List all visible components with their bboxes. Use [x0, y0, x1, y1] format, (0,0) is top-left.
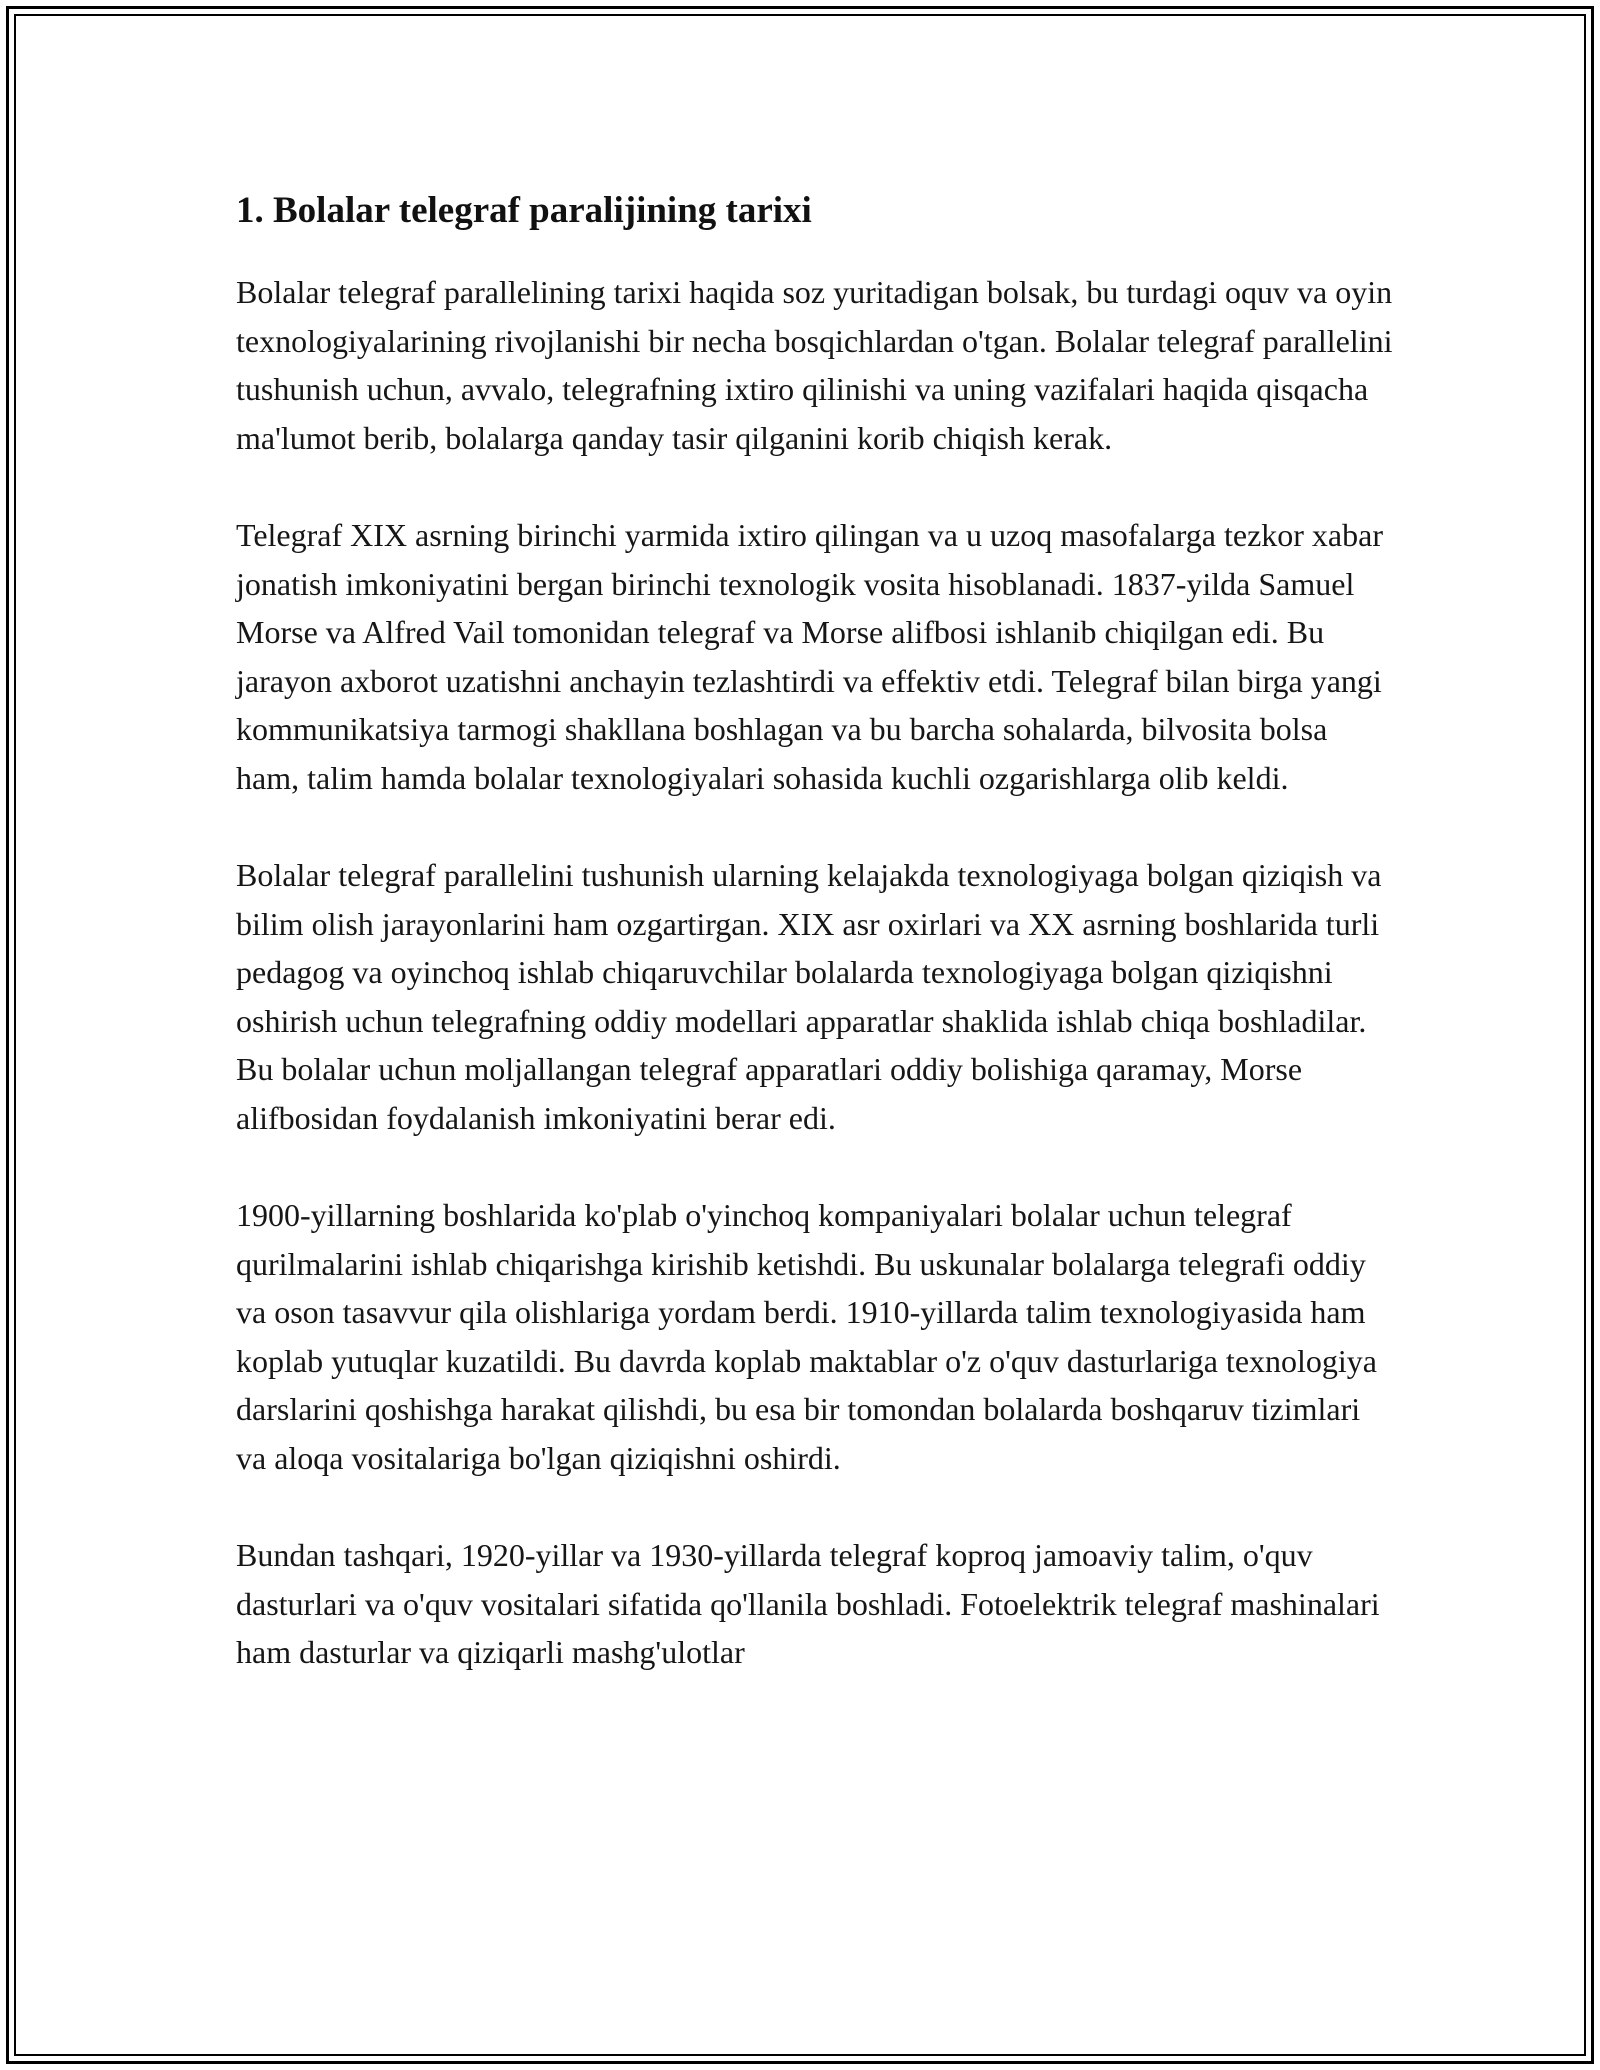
paragraph-1: Bolalar telegraf parallelining tarixi haqida soz yuritadigan bolsak, bu turdagi oquv va oyin texnologiyalarining rivojlanishi bir necha bosqichlardan o'tgan. Bolalar telegraf parallelini tushunish uchun, avvalo, telegrafning ixtiro qilinishi va uning vazifalari haqida qisqacha ma'lumot berib, bolalarga qanday tasir qilganini korib chiqish kerak. [236, 274, 1393, 456]
paragraph-3: Bolalar telegraf parallelini tushunish ularning kelajakda texnologiyaga bolgan qiziqish va bilim olish jarayonlarini ham ozgartirgan. XIX asr oxirlari va XX asrning boshlarida turli pedagog va oyinchoq ishlab chiqaruvchilar bolalarda texnologiyaga bolgan qiziqishni oshirish uchun telegrafning oddiy modellari apparatlar shaklida ishlab chiqa boshladilar. Bu bolalar uchun moljallangan telegraf apparatlari oddiy bolishiga qaramay, Morse alifbosidan foydalanish imkoniyatini berar edi. [236, 857, 1382, 1136]
paragraph-5: Bundan tashqari, 1920-yillar va 1930-yillarda telegraf koproq jamoaviy talim, o'quv dasturlari va o'quv vositalari sifatida qo'llanila boshladi. Fotoelektrik telegraf mashinalari ham dasturlar va qiziqarli mashg'ulotlar [236, 1537, 1380, 1670]
section-heading: 1. Bolalar telegraf paralijining tarixi [236, 190, 812, 231]
document-body [236, 188, 1396, 1677]
paragraph-4: 1900-yillarning boshlarida ko'plab o'yinchoq kompaniyalari bolalar uchun telegraf qurilmalarini ishlab chiqarishga kirishib ketishdi. Bu uskunalar bolalarga telegrafi oddiy va oson tasavvur qila olishlariga yordam berdi. 1910-yillarda talim texnologiyasida ham koplab yutuqlar kuzatildi. Bu davrda koplab maktablar o'z o'quv dasturlariga texnologiya darslarini qoshishga harakat qilishdi, bu esa bir tomondan bolalarda boshqaruv tizimlari va aloqa vositalariga bo'lgan qiziqishni oshirdi. [236, 1197, 1377, 1476]
paragraph-2: Telegraf XIX asrning birinchi yarmida ixtiro qilingan va u uzoq masofalarga tezkor xabar jonatish imkoniyatini bergan birinchi texnologik vosita hisoblanadi. 1837-yilda Samuel Morse va Alfred Vail tomonidan telegraf va Morse alifbosi ishlanib chiqilgan edi. Bu jarayon axborot uzatishni anchayin tezlashtirdi va effektiv etdi. Telegraf bilan birga yangi kommunikatsiya tarmogi shakllana boshlagan va bu barcha sohalarda, bilvosita bolsa ham, talim hamda bolalar texnologiyalari sohasida kuchli ozgarishlarga olib keldi. [236, 517, 1383, 796]
